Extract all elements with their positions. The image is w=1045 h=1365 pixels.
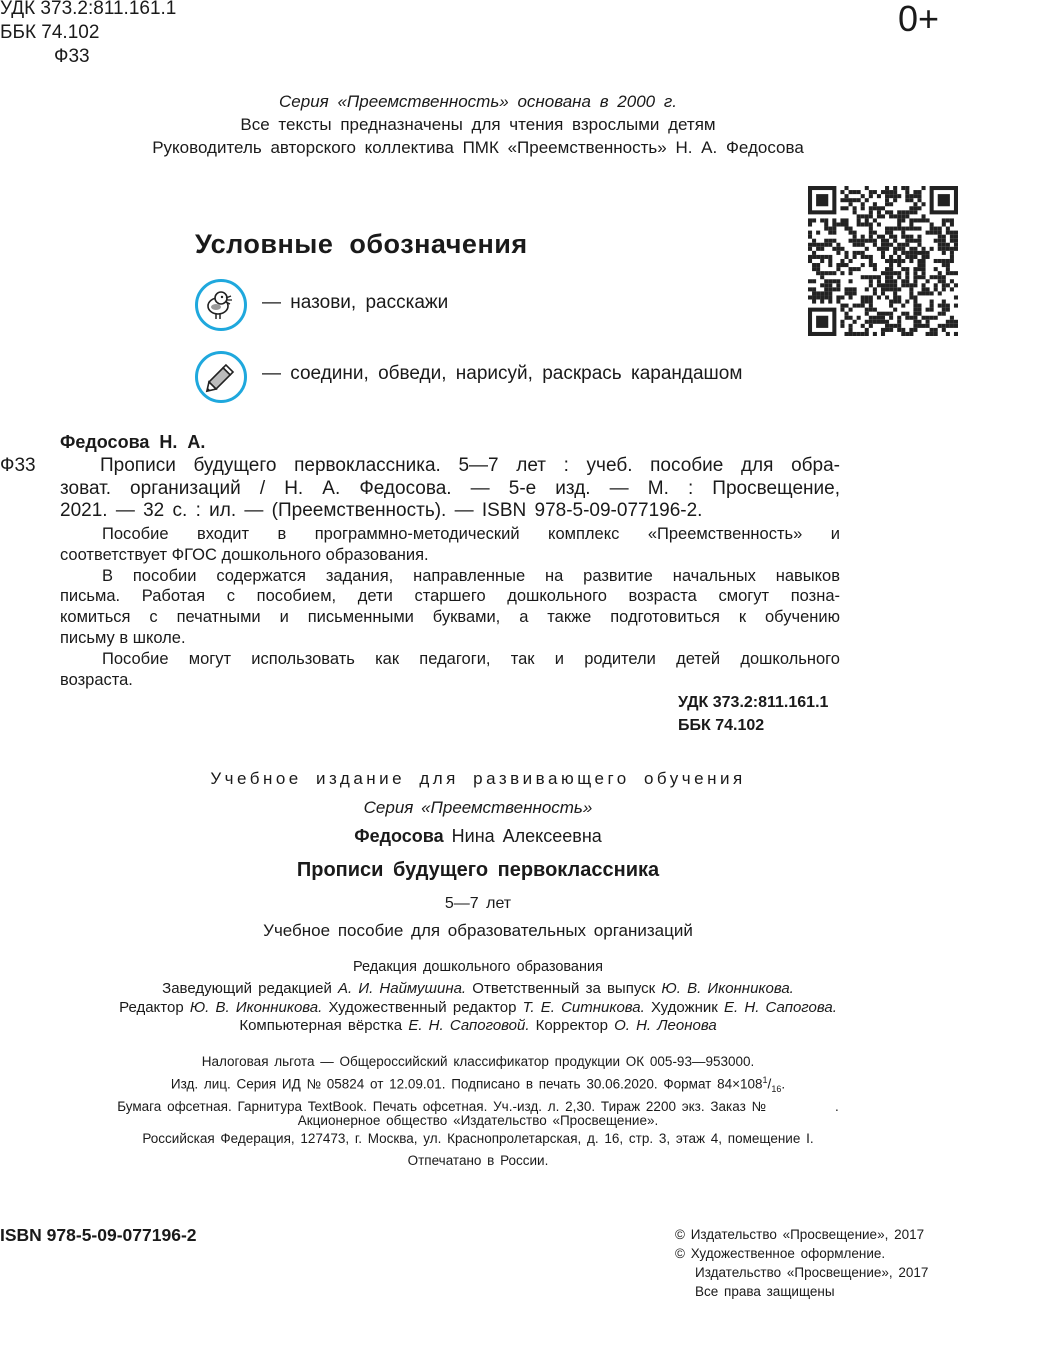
imprint-series: Серия «Преемственность»: [363, 798, 593, 817]
legend-title: Условные обозначения: [195, 229, 528, 259]
legend-item-speak: — назови, расскажи: [262, 292, 449, 313]
header-bbk: ББК 74.102: [0, 22, 100, 43]
catalog-line: 2021. — 32 с. : ил. — (Преемственность). — ISBN 978-5-09-077196-2.: [60, 500, 703, 521]
intro: [0, 90, 956, 159]
catalog-bbk: ББК 74.102: [678, 717, 765, 734]
header-classification: [0, 0, 176, 69]
catalog-classification: [678, 691, 828, 737]
imprint-author: [0, 826, 956, 847]
tech-line: Налоговая льгота — Общероссийский классификатор продукции ОК 005-93—953000.: [201, 1054, 755, 1069]
abstract-line: письма. Работая с пособием, дети старшего дошкольного возраста смогут позна-: [60, 587, 840, 606]
catalog-line: зоват. организаций / Н. А. Федосова. — 5-е изд. — М. : Просвещение,: [60, 477, 840, 499]
copyright-line: Издательство «Просвещение», 2017: [695, 1265, 929, 1280]
abstract-line: комиться с печатными и письменными буквами, а также подготовиться к обучению: [60, 608, 840, 627]
copyright-line: © Художественное оформление.: [675, 1246, 886, 1261]
imprint-title: Прописи будущего первоклассника: [296, 859, 660, 881]
imprint-editorial: Редакция дошкольного образования: [353, 959, 603, 975]
readers-note: Все тексты предназначены для чтения взрослыми детям: [240, 115, 716, 134]
abstract-line: Пособие входит в программно-методический комплекс «Преемственность» и: [102, 525, 840, 543]
author-name: Нина Алексеевна: [451, 826, 602, 846]
author-surname: Федосова: [354, 826, 444, 846]
catalog-author: Федосова Н. А.: [60, 432, 206, 452]
catalog-udk: УДК 373.2:811.161.1: [678, 694, 829, 711]
abstract-line: В пособии содержатся задания, направленные на развитие начальных навыков: [102, 566, 840, 585]
series-founded: Серия «Преемственность» основана в 2000 г.: [279, 92, 677, 111]
copyright-line: © Издательство «Просвещение», 2017: [675, 1227, 925, 1242]
tech-line: Изд. лиц. Серия ИД № 05824 от 12.09.01. Подписано в печать 30.06.2020. Формат $84\times 108^1/_{16}$.: [170, 1075, 786, 1095]
staff-line: Компьютерная вёрстка Е. Н. Сапоговой. Корректор О. Н. Леонова: [239, 1017, 717, 1034]
leader-note: Руководитель авторского коллектива ПМК «Преемственность» Н. А. Федосова: [152, 138, 804, 157]
copyright: [675, 1225, 928, 1301]
staff-line: Заведующий редакцией А. И. Наймушина. Ответственный за выпуск Ю. В. Иконникова.: [162, 980, 794, 997]
bird-icon: [195, 279, 247, 331]
isbn: ISBN 978-5-09-077196-2: [0, 1225, 197, 1245]
printed-in: Отпечатано в России.: [407, 1153, 549, 1168]
imprint-tech: [0, 1053, 956, 1116]
catalog-description: [60, 455, 840, 523]
publisher-info: [0, 1112, 956, 1148]
header-author-mark: Ф33: [54, 46, 90, 67]
imprint-purpose: Учебное пособие для образовательных организаций: [263, 921, 693, 940]
qr-code: [808, 186, 958, 336]
tech-line: Бумага офсетная. Гарнитура TextBook. Печать офсетная. Уч.-изд. л. 2,30. Тираж 2200 экз. Заказ № .: [117, 1099, 839, 1115]
header-udk: УДК 373.2:811.161.1: [0, 0, 177, 19]
catalog-line: Прописи будущего первоклассника. 5—7 лет : учеб. пособие для обра-: [100, 455, 840, 476]
legend-item-draw: — соедини, обведи, нарисуй, раскрась карандашом: [262, 363, 743, 384]
catalog-mark: Ф33: [0, 455, 36, 476]
pencil-icon: [195, 351, 247, 403]
edition-type: Учебное издание для развивающего обучения: [210, 769, 746, 788]
publisher-address: Российская Федерация, 127473, г. Москва, ул. Краснопролетарская, д. 16, стр. 3, этаж 4, помещение I.: [142, 1131, 814, 1146]
abstract-line: возраста.: [60, 670, 133, 689]
abstract-line: письму в школе.: [60, 628, 186, 647]
imprint-staff: [0, 980, 956, 1036]
catalog-abstract: [60, 524, 840, 690]
staff-line: Редактор Ю. В. Иконникова. Художественный редактор Т. Е. Ситникова. Художник Е. Н. Сапогова.: [119, 998, 837, 1016]
abstract-line: соответствует ФГОС дошкольного образования.: [60, 545, 429, 564]
copyright-line: Все права защищены: [695, 1284, 835, 1299]
publisher-name: Акционерное общество «Издательство «Просвещение».: [297, 1113, 659, 1128]
age-rating: 0+: [898, 0, 940, 39]
abstract-line: Пособие могут использовать как педагоги, так и родители детей дошкольного: [102, 649, 840, 668]
imprint-age: 5—7 лет: [444, 895, 512, 912]
